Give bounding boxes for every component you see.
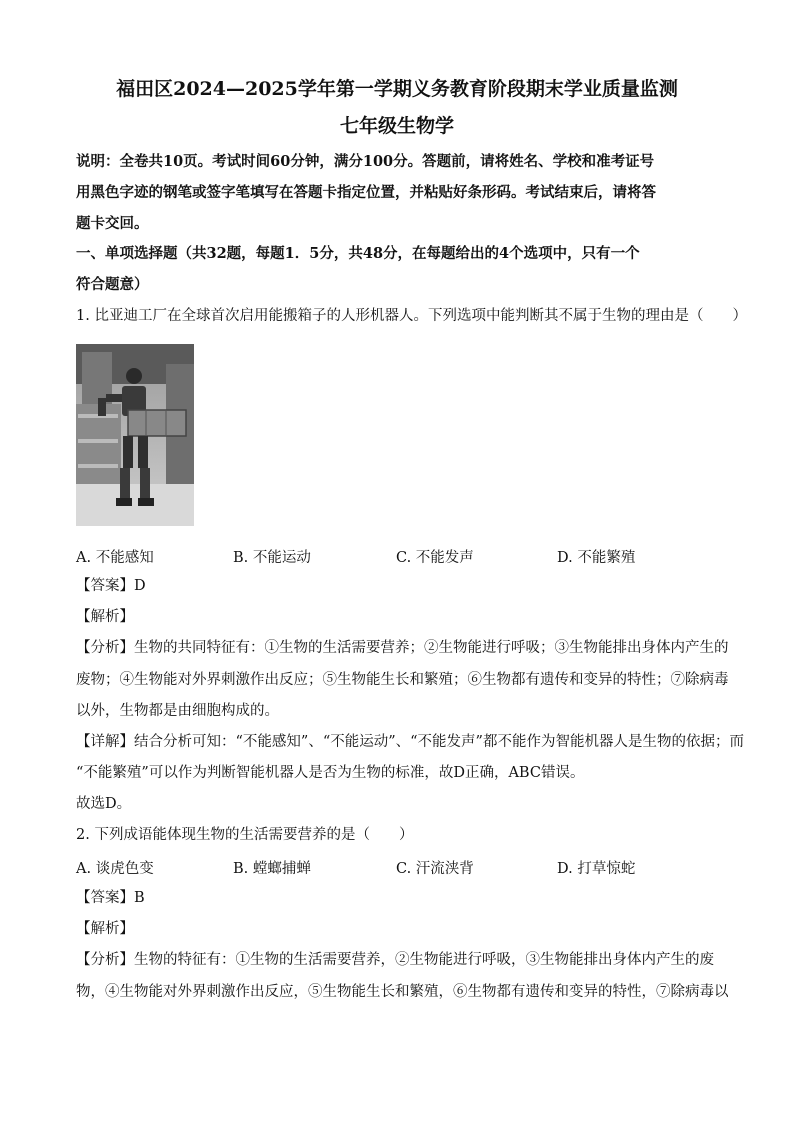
q2-option-b: B. 螳螂捕蝉 <box>233 861 311 877</box>
q1-stem: 1. 比亚迪工厂在全球首次启用能搬箱子的人形机器人。下列选项中能判断其不属于生物的理由是（ ） <box>76 308 747 324</box>
q1-option-a: A. 不能感知 <box>76 550 154 566</box>
q1-answer: 【答案】D <box>76 578 146 594</box>
section-heading-line-2: 符合题意） <box>76 276 149 293</box>
q1-conclusion: 故选D。 <box>76 796 132 812</box>
q1-option-c: C. 不能发声 <box>396 550 474 566</box>
q1-xiangjie-line-1: 【详解】结合分析可知：“不能感知”、“不能运动”、“不能发声”都不能作为智能机器人是生物的依据；而 <box>76 734 744 750</box>
q2-stem: 2. 下列成语能体现生物的生活需要营养的是（ ） <box>76 827 414 843</box>
instructions-line-1: 说明：全卷共10页。考试时间60分钟，满分100分。答题前，请将姓名、学校和准考证号 <box>76 153 655 170</box>
q1-fenxi-line-1: 【分析】生物的共同特征有：①生物的生活需要营养；②生物能进行呼吸；③生物能排出身体内产生的 <box>76 640 729 656</box>
q2-option-a: A. 谈虎色变 <box>76 861 154 877</box>
q2-fenxi-line-1: 【分析】生物的特征有：①生物的生活需要营养，②生物能进行呼吸，③生物能排出身体内产生的废 <box>76 952 714 968</box>
q2-option-d: D. 打草惊蛇 <box>557 861 636 877</box>
q1-fenxi-line-3: 以外，生物都是由细胞构成的。 <box>76 703 279 719</box>
instructions-line-3: 题卡交回。 <box>76 215 149 232</box>
q2-fenxi-line-2: 物，④生物能对外界刺激作出反应，⑤生物能生长和繁殖，⑥生物都有遗传和变异的特性，⑦除病毒以 <box>76 984 729 1000</box>
instructions-line-2: 用黑色字迹的钢笔或签字笔填写在答题卡指定位置，并粘贴好条形码。考试结束后，请将答 <box>76 184 656 201</box>
q1-analysis-label: 【解析】 <box>76 609 134 625</box>
q1-option-b: B. 不能运动 <box>233 550 311 566</box>
robot-photo <box>76 344 194 526</box>
exam-subject: 七年级生物学 <box>339 115 454 137</box>
q1-option-d: D. 不能繁殖 <box>557 550 636 566</box>
q2-answer: 【答案】B <box>76 890 145 906</box>
q1-fenxi-line-2: 废物；④生物能对外界刺激作出反应；⑤生物能生长和繁殖；⑥生物都有遗传和变异的特性；⑦除病毒 <box>76 672 729 688</box>
q2-option-c: C. 汗流浃背 <box>396 861 474 877</box>
exam-title: 福田区2024—2025学年第一学期义务教育阶段期末学业质量监测 <box>116 78 678 100</box>
section-heading-line-1: 一、单项选择题（共32题，每题1．5分，共48分，在每题给出的4个选项中，只有一个 <box>76 245 640 262</box>
q1-xiangjie-line-2: “不能繁殖”可以作为判断智能机器人是否为生物的标准，故D正确，ABC错误。 <box>76 765 585 781</box>
q2-analysis-label: 【解析】 <box>76 921 134 937</box>
